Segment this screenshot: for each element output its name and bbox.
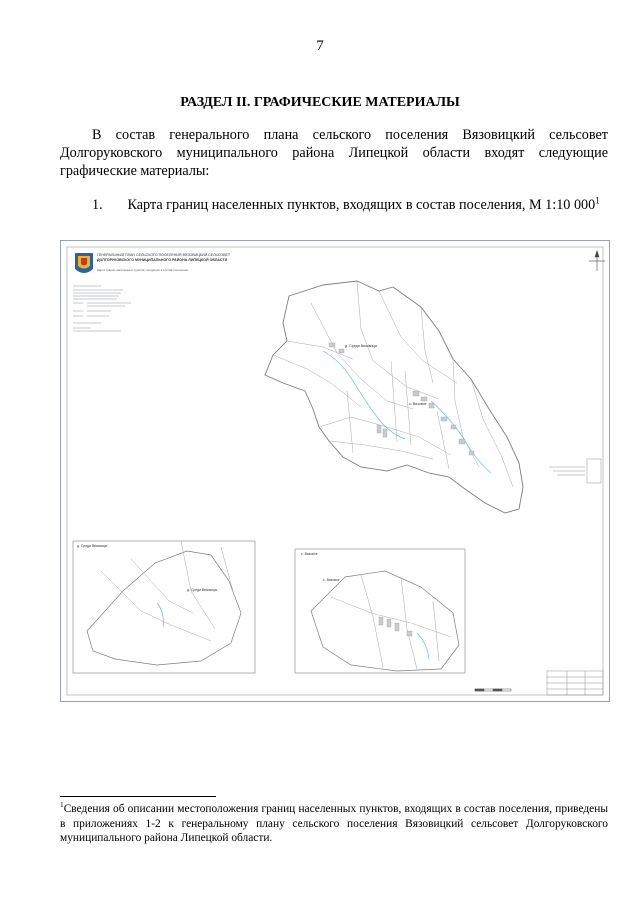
title-stamp	[547, 671, 603, 695]
page-number: 7	[316, 38, 324, 54]
footnote-text: Сведения об описании местоположения границ населенных пунктов, входящих в состав поселения, приведены в приложениях 1-2 к генеральному плану сельского поселения Вязовицкий сельсовет Долгоруковского муниципального района Липецкой области.	[60, 803, 608, 845]
inset-1-settlement-label: д. Среди Вязовицы	[187, 588, 218, 592]
list-item-number: 1.	[92, 197, 103, 213]
north-arrow-icon	[589, 251, 605, 271]
map-figure	[60, 240, 610, 702]
inset-2-settlement-label: с. Вязовое	[323, 578, 340, 582]
intro-paragraph: В состав генерального плана сельского поселения Вязовицкий сельсовет Долгоруковского муниципального района Липецкой области входят следующие графические материалы:	[60, 127, 608, 179]
section-heading: РАЗДЕЛ II. ГРАФИЧЕСКИЕ МАТЕРИАЛЫ	[180, 95, 460, 110]
inset-title-2: с. Вязовое	[301, 552, 318, 556]
settlement-label-vyazovoe: с. Вязовое	[409, 402, 427, 406]
inset-map-sredi-vyazovitsy	[73, 541, 255, 673]
side-legend	[549, 459, 601, 483]
list-item	[60, 196, 608, 214]
footnote-separator	[60, 796, 216, 797]
settlement-label-sredi-vyazovitsy: д. Среди Вязовицы	[345, 344, 378, 348]
footnote-mark: 1	[60, 800, 64, 810]
map-legend	[73, 286, 131, 331]
footnote	[60, 802, 608, 846]
emblem-icon	[75, 253, 93, 273]
map-subtitle: Карта границ населенных пунктов, входящих в состав поселения	[97, 268, 189, 272]
footnote-reference: 1	[595, 195, 600, 206]
map-title-line-2: ДОЛГОРУКОВСКОГО МУНИЦИПАЛЬНОГО РАЙОНА ЛИПЕЦКОЙ ОБЛАСТИ	[97, 258, 228, 262]
map-drawing	[61, 241, 609, 701]
map-title-line-1: ГЕНЕРАЛЬНЫЙ ПЛАН СЕЛЬСКОГО ПОСЕЛЕНИЯ ВЯЗОВИЦКИЙ СЕЛЬСОВЕТ	[97, 253, 231, 257]
inset-title-1: д. Среди Вязовицы	[77, 544, 108, 548]
main-map	[265, 281, 523, 513]
inset-map-vyazovoe	[295, 549, 465, 673]
list-item-text: Карта границ населенных пунктов, входящих в состав поселения, М 1:10 000	[127, 197, 596, 213]
scale-bar	[475, 689, 511, 691]
